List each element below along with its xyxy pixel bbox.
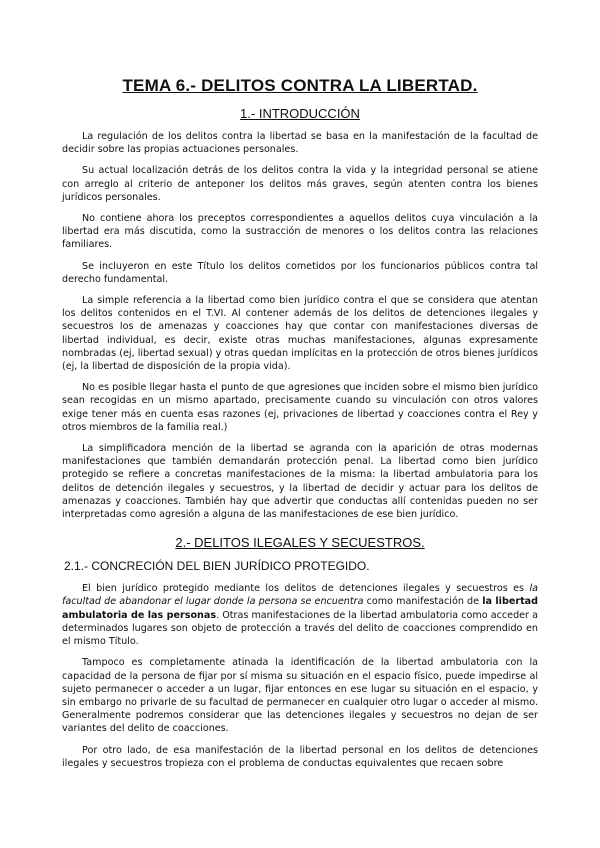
bold-text: la libertad ambulatoria de las personas (62, 596, 538, 621)
section-heading-delitos-ilegales: 2.- DELITOS ILEGALES Y SECUESTROS. (175, 535, 425, 551)
subsection-heading: 2.1.- CONCRECIÓN DEL BIEN JURÍDICO PROTEGIDO. (64, 559, 370, 574)
text-run: . Otras manifestaciones de la libertad ambulatoria como acceder a determinados lugares son objeto de protección a través del delito de coacciones comprendido en el mismo Título. (62, 609, 538, 648)
paragraph: La simple referencia a la libertad como bien jurídico contra el que se considera que atentan los delitos contenidos en el T.VI. Al contener además de los delitos de detenciones ilegales y secuestros los de amenazas y coacciones hay que contar con manifestaciones diversas de libertad individual, es decir, existe otras muchas manifestaciones, algunas expresamente nombradas (ej, libertad sexual) y otras quedan implícitas en la protección de otros bienes jurídicos (ej, la libertad de disposición de la propia vida). (62, 295, 538, 373)
paragraph: No es posible llegar hasta el punto de que agresiones que inciden sobre el mismo bien jurídico sean recogidas en un mismo apartado, precisamente cuando su vinculación con otros valores exige tener más en cuenta esas razones (ej, privaciones de libertad y coacciones contra el Rey y otros miembros de la familia real.) (62, 382, 538, 433)
text-run: El bien jurídico protegido mediante los delitos de detenciones ilegales y secuestros es (82, 583, 530, 595)
paragraph: Tampoco es completamente atinada la identificación de la libertad ambulatoria con la capacidad de la persona de fijar por sí misma su situación en el espacio físico, puede impedirse al sujeto permanecer o acceder a un lugar, fijar entonces en ese lugar su situación en el espacio, y sin embargo no privarle de su facultad de permanecer en cualquier otro lugar o acceder al mismo. Generalmente podremos considerar que las detenciones ilegales y secuestros no dejan de ser variantes del delito de coacciones. (62, 657, 538, 735)
paragraph: La simplificadora mención de la libertad se agranda con la aparición de otras modernas manifestaciones que también demandarán protección penal. La libertad como bien jurídico protegido se refiere a concretas manifestaciones de la misma: la libertad ambulatoria para los delitos de detención ilegales y secuestros, y la libertad de decidir y actuar para los delitos de amenazas y coacciones. También hay que advertir que conductas allí contenidas pueden no ser interpretadas como agresión a alguna de las manifestaciones de ese bien jurídico. (62, 443, 538, 521)
text-run: como manifestación de (363, 596, 483, 608)
section-heading-introduccion: 1.- INTRODUCCIÓN (240, 106, 360, 121)
paragraph: Se incluyeron en este Título los delitos cometidos por los funcionarios públicos contra tal derecho fundamental. (62, 260, 538, 285)
paragraph: Por otro lado, de esa manifestación de la libertad personal en los delitos de detenciones ilegales y secuestros tropieza con el problema de conductas equivalentes que recaen sobre (62, 744, 538, 769)
paragraph: No contiene ahora los preceptos correspondientes a aquellos delitos cuya vinculación a la libertad era más discutida, como la sustracción de menores o los delitos contra las relaciones familiares. (62, 213, 538, 251)
paragraph-bien-juridico (62, 582, 538, 648)
italic-text: la facultad de abandonar el lugar donde la persona se encuentra (62, 583, 538, 608)
page-title: TEMA 6.- DELITOS CONTRA LA LIBERTAD. (122, 76, 478, 95)
paragraph: La regulación de los delitos contra la libertad se basa en la manifestación de la facultad de decidir sobre las propias actuaciones personales. (62, 131, 538, 156)
paragraph: Su actual localización detrás de los delitos contra la vida y la integridad personal se atiene con arreglo al criterio de anteponer los delitos más graves, según atenten contra los bienes jurídicos personales. (62, 165, 538, 203)
